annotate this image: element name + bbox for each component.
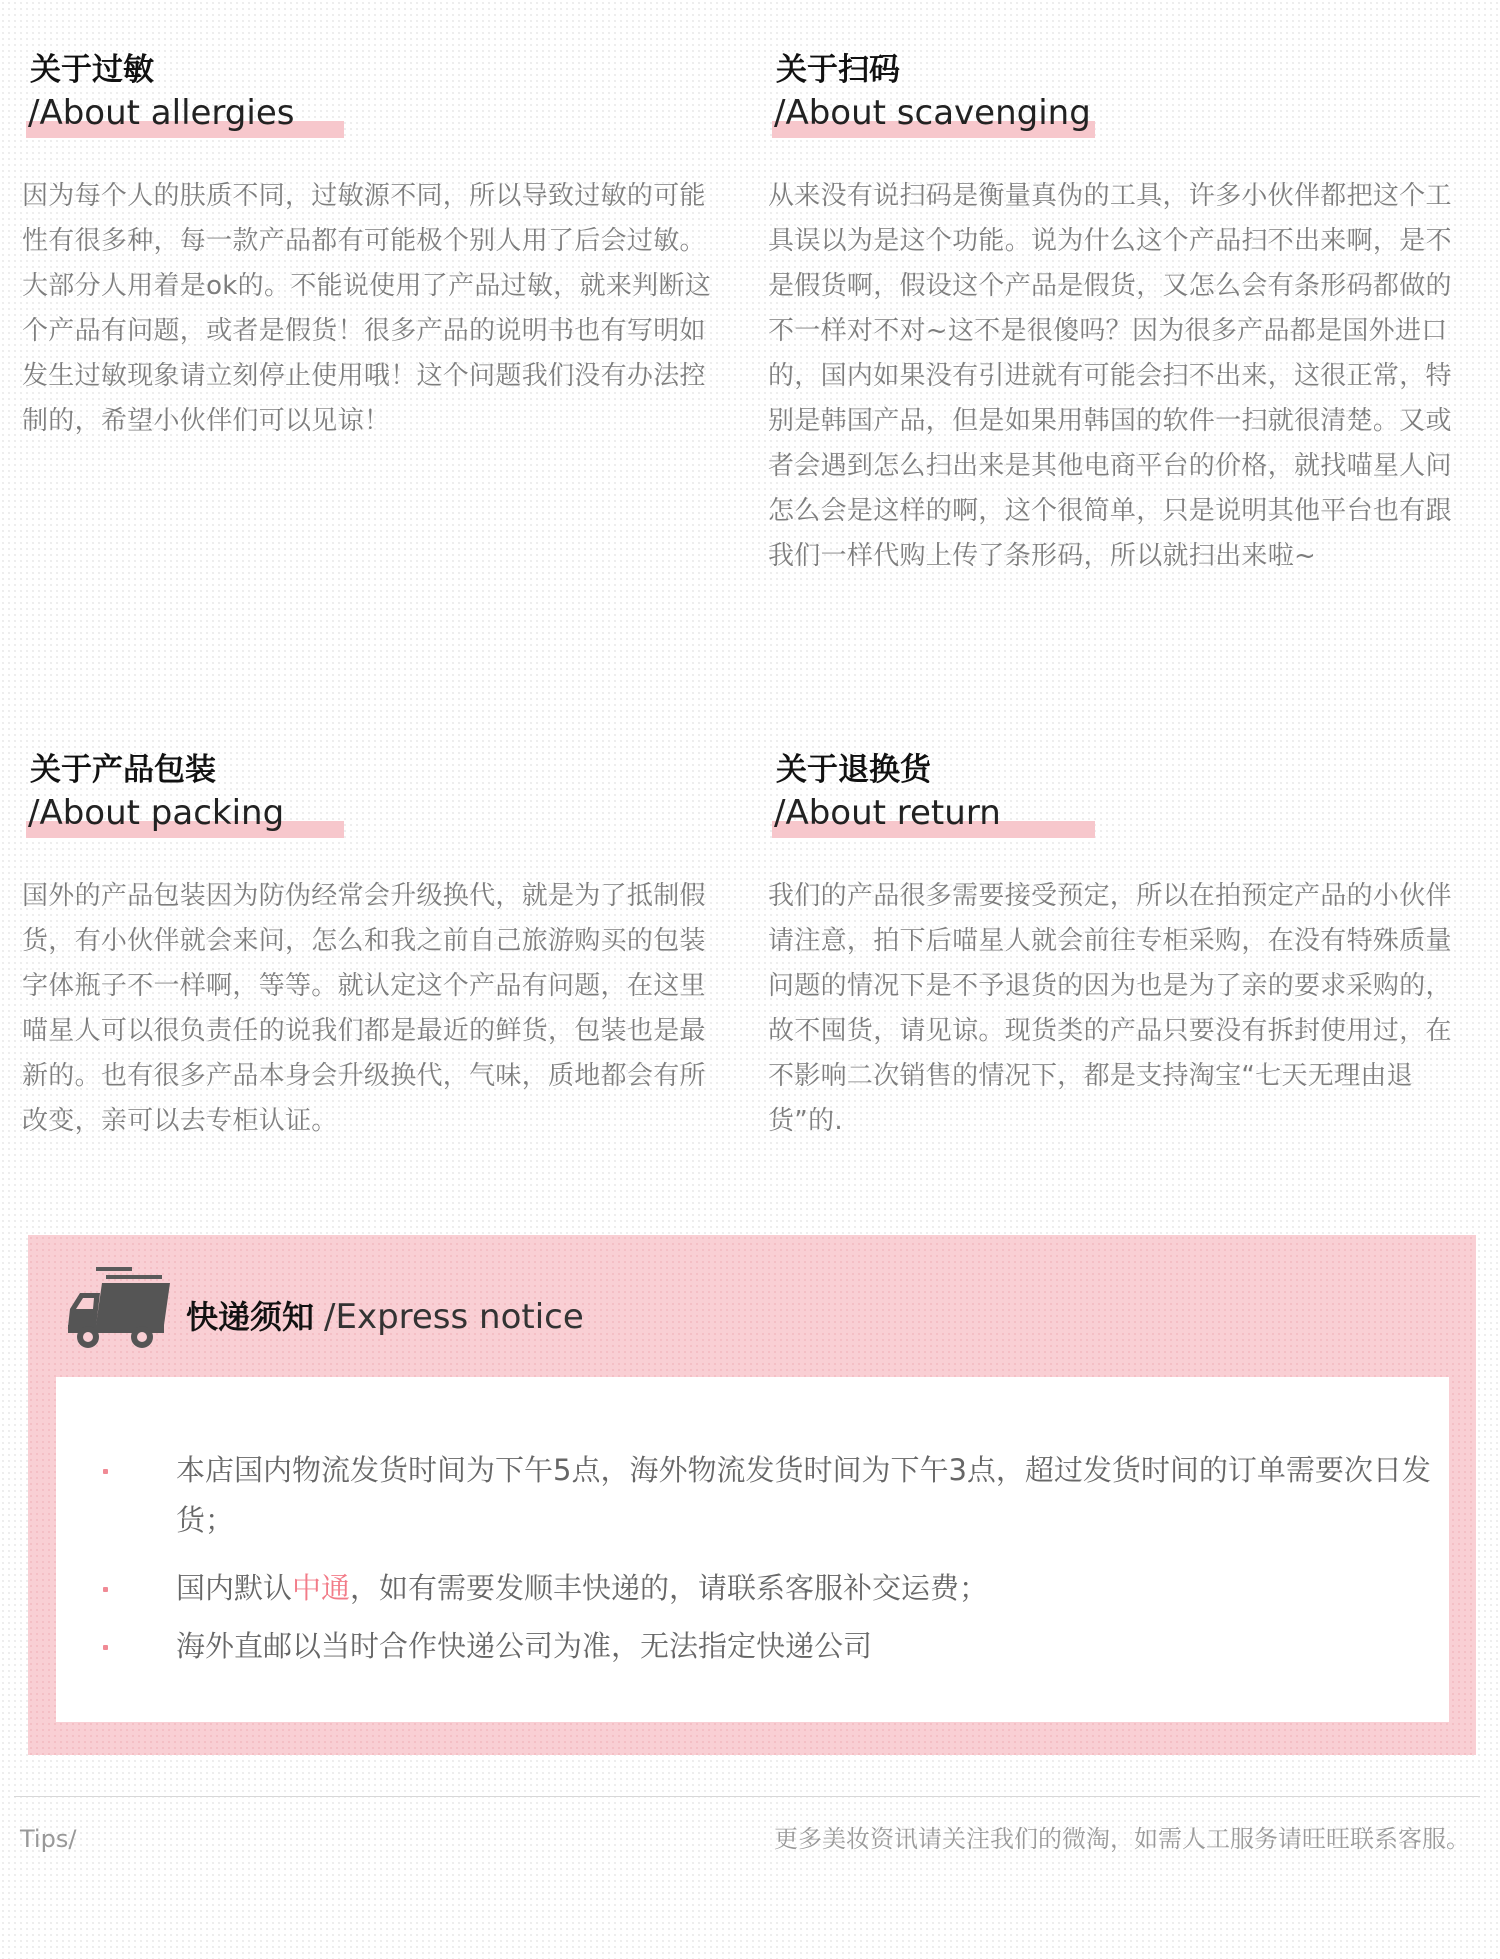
section-subtitle: /About allergies	[28, 93, 295, 133]
bullet-icon	[103, 1587, 108, 1592]
list-item-text: 本店国内物流发货时间为下午5点，海外物流发货时间为下午3点，超过发货时间的订单需要次日发货；	[176, 1453, 1431, 1537]
footer-tips-label: Tips/	[20, 1825, 77, 1853]
footer-note: 更多美妆资讯请关注我们的微淘，如需人工服务请旺旺联系客服。	[774, 1825, 1470, 1853]
list-item-text-after: ，如有需要发顺丰快递的，请联系客服补交运费；	[350, 1571, 989, 1605]
section-scavenging	[768, 50, 1468, 579]
section-body: 因为每个人的肤质不同，过敏源不同，所以导致过敏的可能性有很多种，每一款产品都有可能极个别人用了后会过敏。大部分人用着是ok的。不能说使用了产品过敏，就来判断这个产品有问题，或者是假货！很多产品的说明书也有写明如发生过敏现象请立刻停止使用哦！这个问题我们没有办法控制的，希望小伙伴们可以见谅！	[22, 181, 712, 436]
section-subtitle: /About scavenging	[774, 93, 1091, 133]
list-item	[56, 1621, 1449, 1679]
section-return	[768, 750, 1468, 1144]
section-subtitle-wrap	[772, 790, 1468, 842]
section-title: 关于过敏	[30, 52, 154, 88]
express-content-box	[56, 1377, 1449, 1722]
express-title-cn: 快递须知	[186, 1298, 315, 1336]
express-title	[186, 1295, 584, 1339]
section-body: 国外的产品包装因为防伪经常会升级换代，就是为了抵制假货，有小伙伴就会来问，怎么和我之前自己旅游购买的包装字体瓶子不一样啊，等等。就认定这个产品有问题，在这里喵星人可以很负责任的说我们都是最近的鲜货，包装也是最新的。也有很多产品本身会升级换代，气味，质地都会有所改变，亲可以去专柜认证。	[22, 881, 706, 1136]
section-subtitle: /About packing	[28, 793, 285, 833]
section-subtitle-wrap	[26, 90, 722, 142]
list-item-text-before: 国内默认	[176, 1571, 293, 1605]
list-item-text: 海外直邮以当时合作快递公司为准，无法指定快递公司	[176, 1629, 873, 1663]
section-subtitle-wrap	[26, 790, 722, 842]
section-body: 从来没有说扫码是衡量真伪的工具，许多小伙伴都把这个工具误以为是这个功能。说为什么这个产品扫不出来啊，是不是假货啊，假设这个产品是假货，又怎么会有条形码都做的不一样对不对~这不是很傻吗？因为很多产品都是国外进口的，国内如果没有引进就有可能会扫不出来，这很正常，特别是韩国产品，但是如果用韩国的软件一扫就很清楚。又或者会遇到怎么扫出来是其他电商平台的价格，就找喵星人问怎么会是这样的啊，这个很简单，只是说明其他平台也有跟我们一样代购上传了条形码，所以就扫出来啦~	[768, 181, 1452, 571]
section-title: 关于产品包装	[30, 752, 216, 788]
section-title: 关于扫码	[776, 52, 900, 88]
section-subtitle: /About return	[774, 793, 1001, 833]
list-item	[56, 1445, 1449, 1557]
express-title-en: /Express notice	[324, 1297, 584, 1337]
express-notice-panel	[28, 1235, 1476, 1755]
delivery-truck-icon	[66, 1265, 172, 1351]
section-subtitle-wrap	[772, 90, 1468, 142]
section-allergies	[22, 50, 722, 444]
express-list	[56, 1445, 1449, 1679]
courier-highlight: 中通	[292, 1571, 351, 1605]
section-packing	[22, 750, 722, 1144]
section-title: 关于退换货	[776, 752, 931, 788]
section-body: 我们的产品很多需要接受预定，所以在拍预定产品的小伙伴请注意，拍下后喵星人就会前往专柜采购，在没有特殊质量问题的情况下是不予退货的因为也是为了亲的要求采购的，故不囤货，请见谅。现货类的产品只要没有拆封使用过，在不影响二次销售的情况下，都是支持淘宝“七天无理由退货”的.	[768, 881, 1452, 1136]
bullet-icon	[103, 1645, 108, 1650]
bullet-icon	[103, 1469, 108, 1474]
list-item	[56, 1563, 1449, 1621]
footer-divider	[14, 1796, 1480, 1797]
